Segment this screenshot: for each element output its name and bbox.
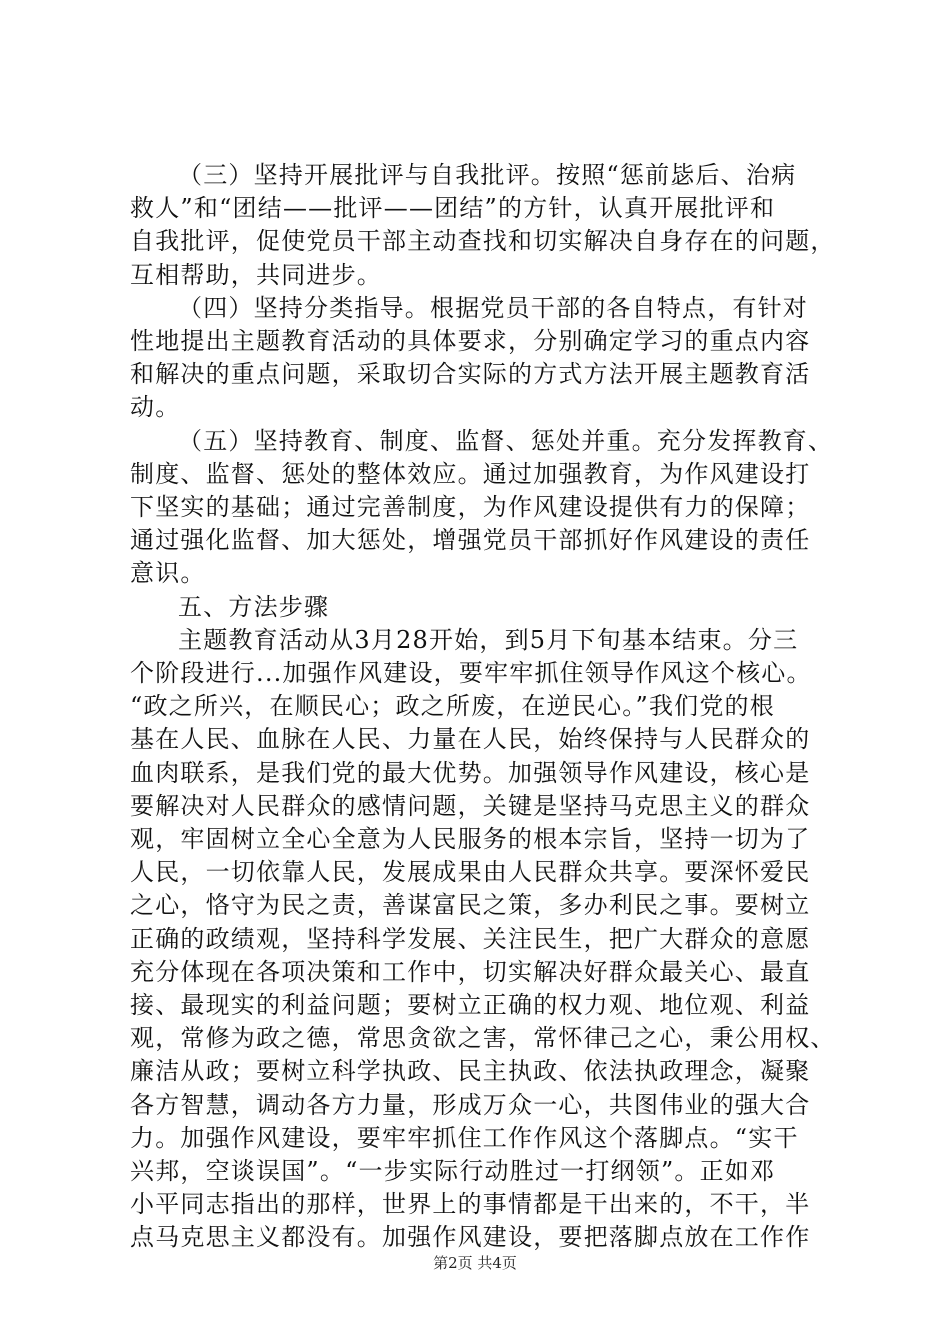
paragraph-line: 自我批评，促使党员干部主动查找和切实解决自身存在的问题，: [130, 227, 836, 256]
paragraph-line: 力。加强作风建设，要牢牢抓住工作作风这个落脚点。“实干: [130, 1123, 799, 1152]
paragraph-line: 充分体现在各项决策和工作中，切实解决好群众最关心、最直: [130, 957, 811, 986]
page-footer: 第2页 共4页: [433, 1254, 517, 1272]
paragraph-line: 基在人民、血脉在人民、力量在人民，始终保持与人民群众的: [130, 725, 811, 754]
paragraph-line: 下坚实的基础；通过完善制度，为作风建设提供有力的保障；: [130, 493, 811, 521]
paragraph-line: （五）坚持教育、制度、监督、惩处并重。充分发挥教育、: [178, 426, 834, 455]
paragraph-line: 和解决的重点问题，采取切合实际的方式方法开展主题教育活: [130, 360, 811, 389]
paragraph-line: 之心，恪守为民之责，善谋富民之策，多办利民之事。要树立: [130, 891, 811, 920]
paragraph-line: 个阶段进行...加强作风建设，要牢牢抓住领导作风这个核心。: [130, 659, 812, 687]
paragraph-line: 主题教育活动从3月28开始，到5月下旬基本结束。分三: [178, 625, 799, 654]
paragraph-line: 互相帮助，共同进步。: [130, 260, 382, 289]
paragraph-line: 血肉联系，是我们党的最大优势。加强领导作风建设，核心是: [130, 758, 811, 787]
paragraph-line: 兴邦，空谈误国”。“一步实际行动胜过一打纲领”。正如邓: [130, 1157, 776, 1185]
paragraph-line: 制度、监督、惩处的整体效应。通过加强教育，为作风建设打: [130, 459, 811, 488]
paragraph-line: 人民，一切依靠人民，发展成果由人民群众共享。要深怀爱民: [130, 858, 811, 887]
paragraph-line: 要解决对人民群众的感情问题，关键是坚持马克思主义的群众: [130, 791, 811, 820]
paragraph-line: （四）坚持分类指导。根据党员干部的各自特点，有针对: [178, 293, 808, 322]
section-heading: 五、方法步骤: [178, 592, 330, 621]
paragraph-line: 各方智慧，调动各方力量，形成万众一心，共图伟业的强大合: [130, 1090, 811, 1119]
paragraph-line: 点马克思主义都没有。加强作风建设，要把落脚点放在工作作: [130, 1223, 811, 1252]
paragraph-line: 通过强化监督、加大惩处，增强党员干部抓好作风建设的责任: [130, 526, 811, 555]
paragraph-line: 动。: [130, 393, 181, 422]
paragraph-line: （三）坚持开展批评与自我批评。按照“惩前毖后、治病: [178, 161, 797, 189]
paragraph-line: 小平同志指出的那样，世界上的事情都是干出来的，不干，半: [130, 1190, 811, 1219]
paragraph-line: 救人”和“团结——批评——团结”的方针，认真开展批评和: [130, 194, 776, 223]
paragraph-line: 观，常修为政之德，常思贪欲之害，常怀律己之心，秉公用权、: [130, 1024, 836, 1053]
paragraph-line: 观，牢固树立全心全意为人民服务的根本宗旨，坚持一切为了: [130, 825, 811, 853]
paragraph-line: 意识。: [130, 559, 206, 588]
paragraph-line: 廉洁从政；要树立科学执政、民主执政、依法执政理念，凝聚: [130, 1057, 811, 1086]
paragraph-line: 性地提出主题教育活动的具体要求，分别确定学习的重点内容: [130, 327, 811, 355]
paragraph-line: “政之所兴，在顺民心；政之所废，在逆民心。”我们党的根: [130, 692, 775, 721]
paragraph-line: 正确的政绩观，坚持科学发展、关注民生，把广大群众的意愿: [130, 924, 811, 953]
paragraph-line: 接、最现实的利益问题；要树立正确的权力观、地位观、利益: [130, 991, 811, 1019]
